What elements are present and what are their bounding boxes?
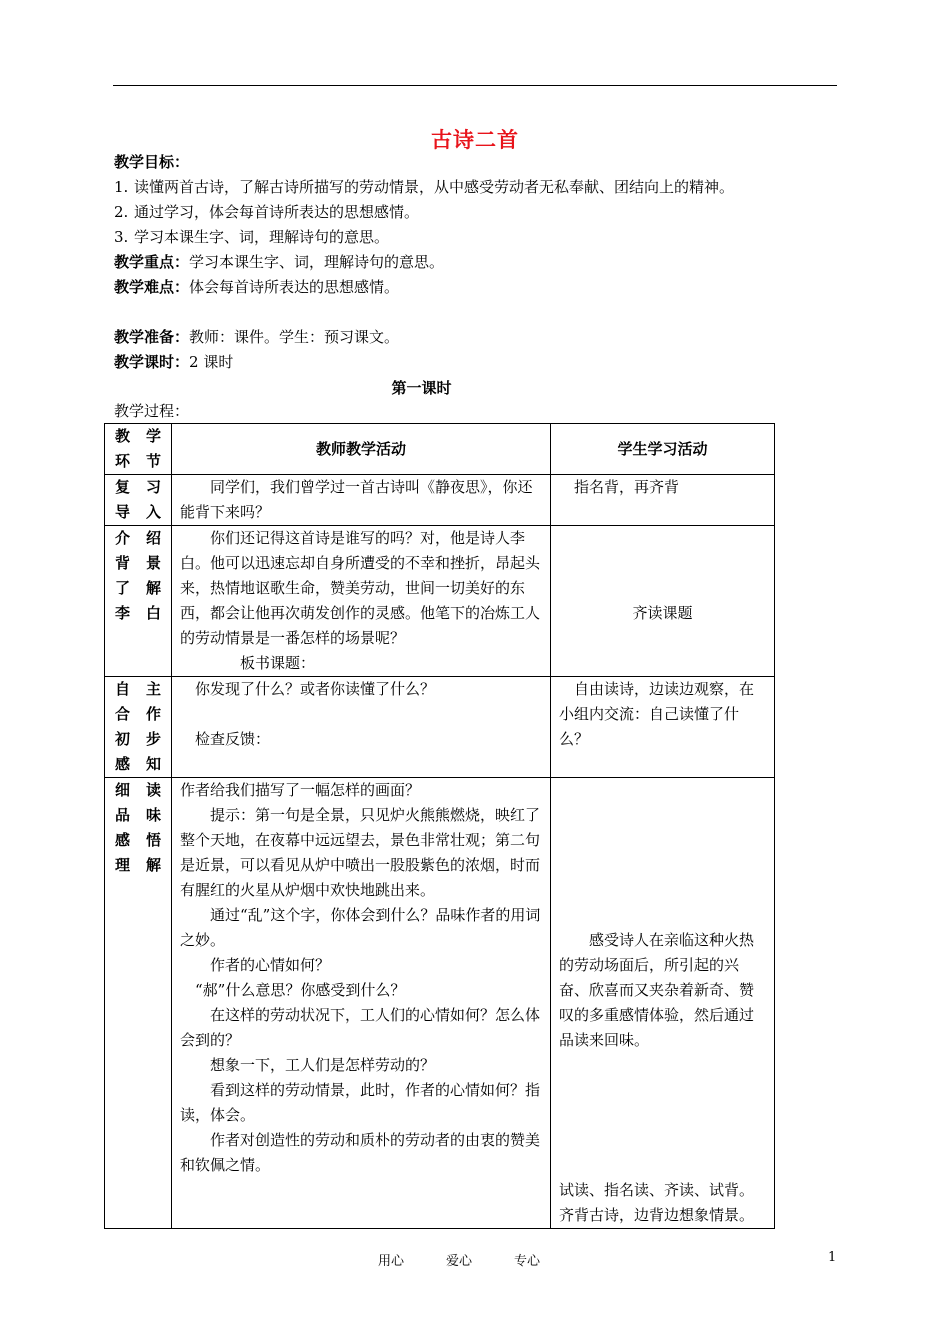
difficulty-label: 教学难点： — [114, 278, 190, 296]
lesson-plan-table — [104, 423, 775, 1229]
difficulty-text: 体会每首诗所表达的思想感情。 — [189, 278, 400, 296]
table-row — [105, 475, 775, 526]
teacher-cell: 同学们，我们曾学过一首古诗叫《静夜思》，你还能背下来吗？ — [172, 475, 551, 526]
footer-text: 爱心 — [446, 1254, 473, 1269]
student-cell: 自由读诗，边读边观察，在小组内交流：自己读懂了什么？ — [551, 677, 775, 778]
objective-number: 1. — [114, 178, 129, 196]
header-stage: 教 学 环 节 — [105, 424, 172, 475]
header-student: 学生学习活动 — [551, 424, 775, 475]
preparation — [114, 327, 399, 347]
header-teacher: 教师教学活动 — [172, 424, 551, 475]
footer-text: 用心 — [378, 1254, 405, 1269]
class-hours-text: 2 课时 — [189, 353, 234, 371]
page-number: 1 — [828, 1250, 837, 1265]
preparation-label: 教学准备： — [114, 328, 190, 346]
key-point-text: 学习本课生字、词，理解诗句的意思。 — [189, 253, 445, 271]
objective-item — [114, 227, 389, 247]
lesson-title: 第一课时 — [391, 379, 452, 397]
class-hours-label: 教学课时： — [114, 353, 190, 371]
student-cell: 指名背，再齐背 — [551, 475, 775, 526]
table-row — [105, 526, 775, 677]
student-cell: 感受诗人在亲临这种火热的劳动场面后，所引起的兴奋、欣喜而又夹杂着新奇、赞叹的多重感情体验，然后通过品读来回味。 试读、指名读、齐读、试背。齐背古诗，边背边想象情景。 — [551, 778, 775, 1229]
class-hours — [114, 352, 233, 372]
stage-cell: 自 主 合 作 初 步 感 知 — [105, 677, 172, 778]
objective-item — [114, 202, 419, 222]
process-label: 教学过程： — [114, 402, 190, 420]
page-title: 古诗二首 — [431, 127, 519, 152]
objective-text: 读懂两首古诗，了解古诗所描写的劳动情景，从中感受劳动者无私奉献、团结向上的精神。 — [134, 178, 735, 196]
objectives-heading: 教学目标： — [114, 153, 190, 171]
footer-text: 专心 — [514, 1254, 541, 1269]
preparation-text: 教师：课件。学生：预习课文。 — [189, 328, 400, 346]
table-row — [105, 677, 775, 778]
objective-item — [114, 177, 734, 197]
table-row — [105, 778, 775, 1229]
key-point-label: 教学重点： — [114, 253, 190, 271]
stage-cell: 介 绍 背 景 了 解 李 白 — [105, 526, 172, 677]
stage-cell: 细 读 品 味 感 悟 理 解 — [105, 778, 172, 1229]
page-footer — [378, 1250, 582, 1269]
teacher-cell: 作者给我们描写了一幅怎样的画面？ 提示：第一句是全景，只见炉火熊熊燃烧，映红了整个天地，在夜幕中远远望去，景色非常壮观；第二句是近景，可以看见从炉中喷出一股股紫色的浓烟，时而有腥红的火星从炉烟中欢快地跳出来。 通过“乱”这个字，你体会到什么？品味作者的用词之妙。 作者的心情如何？ “郝”什么意思？你感受到什么？ 在这样的劳动状况下，工人们的心情如何？怎么体会到的？ 想象一下，工人们是怎样劳动的？ 看到这样的劳动情景，此时，作者的心情如何？指读，体会。 作者对创造性的劳动和质朴的劳动者的由衷的赞美和钦佩之情。 — [172, 778, 551, 1229]
objective-text: 学习本课生字、词，理解诗句的意思。 — [134, 228, 390, 246]
difficulty — [114, 277, 399, 297]
key-point — [114, 252, 444, 272]
student-cell: 齐读课题 — [551, 526, 775, 677]
teacher-cell: 你们还记得这首诗是谁写的吗？对，他是诗人李白。他可以迅速忘却自身所遭受的不幸和挫折，昂起头来，热情地讴歌生命，赞美劳动，世间一切美好的东西，都会让他再次萌发创作的灵感。他笔下的冶炼工人的劳动情景是一番怎样的场景呢？ 板书课题： — [172, 526, 551, 677]
objective-text: 通过学习，体会每首诗所表达的思想感情。 — [134, 203, 420, 221]
table-header-row — [105, 424, 775, 475]
objective-number: 3. — [114, 228, 129, 246]
objective-number: 2. — [114, 203, 129, 221]
teacher-cell: 你发现了什么？或者你读懂了什么？ 检查反馈： — [172, 677, 551, 778]
header-rule — [113, 85, 837, 86]
stage-cell: 复 习 导 入 — [105, 475, 172, 526]
